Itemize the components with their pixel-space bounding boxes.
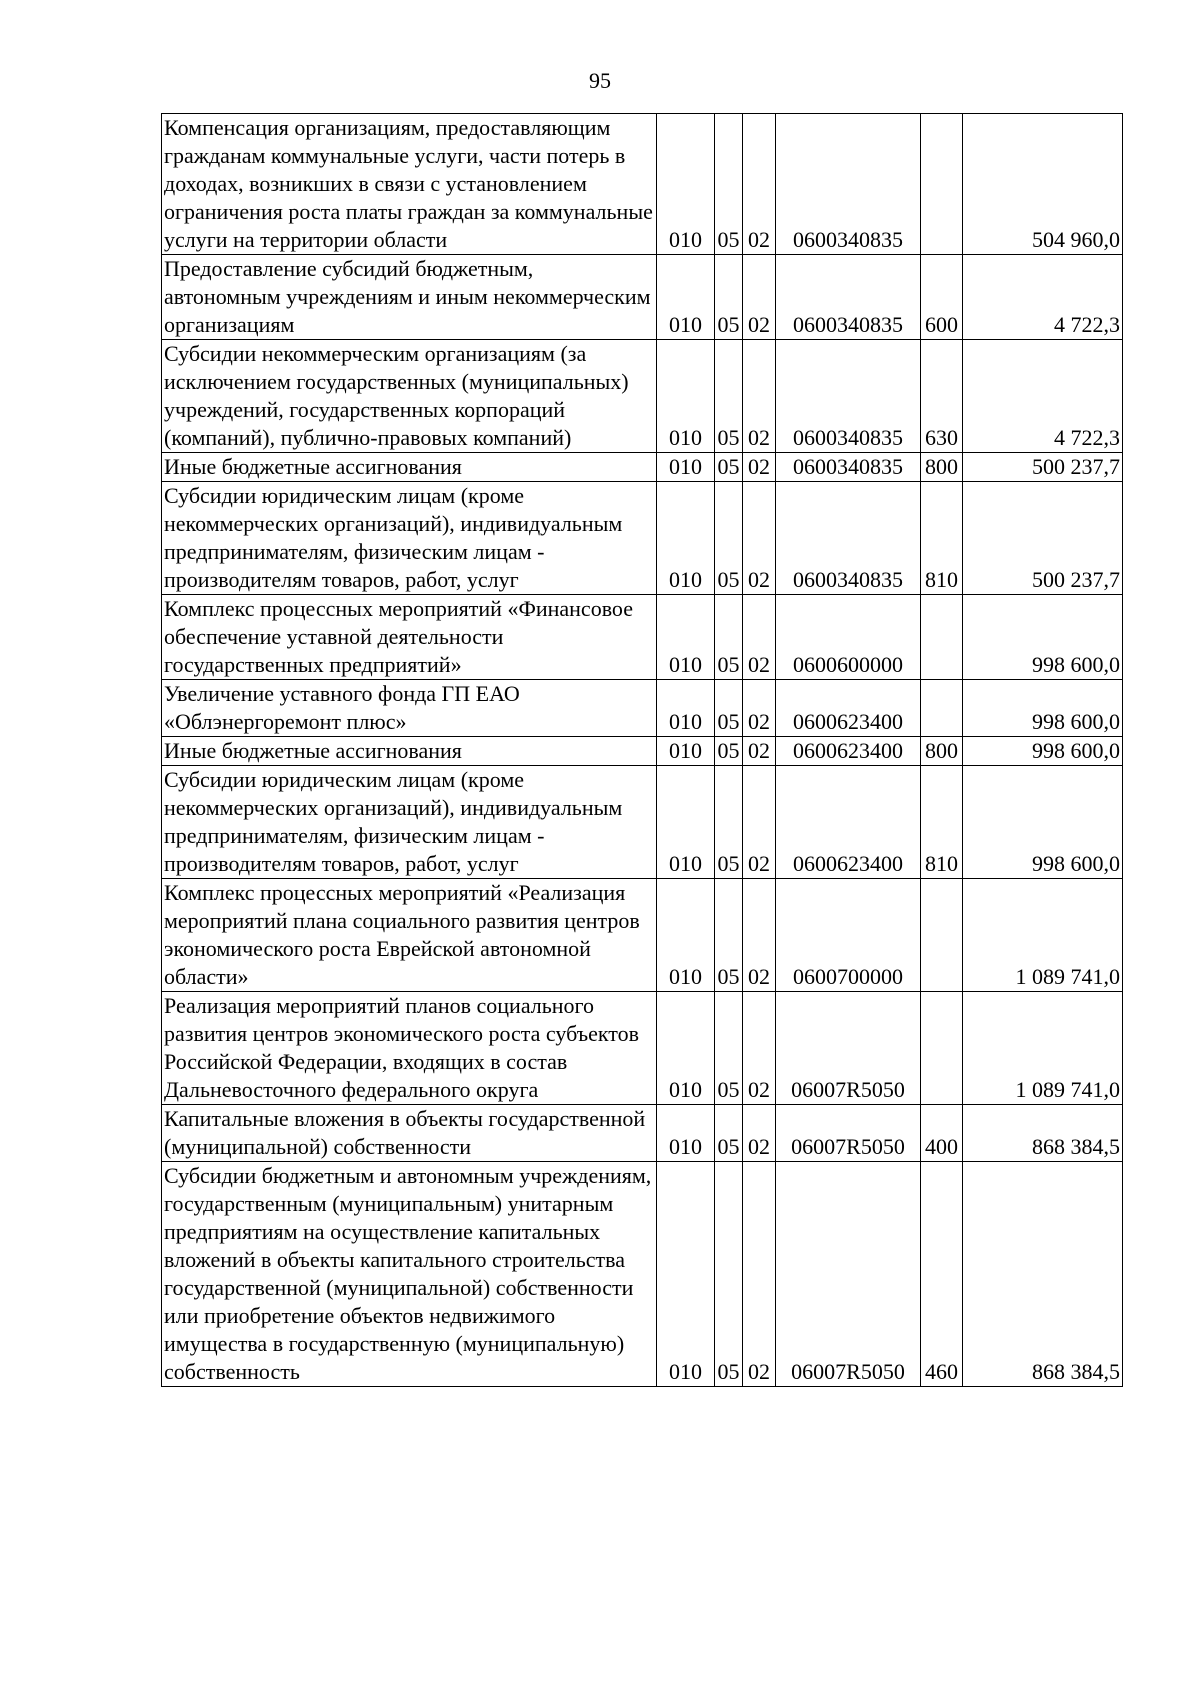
expense-name-cell: Иные бюджетные ассигнования	[162, 737, 657, 766]
expense-name-cell: Субсидии юридическим лицам (кроме некоммерческих организаций), индивидуальным предпринимателям, физическим лицам - производителям товаров, работ, услуг	[162, 482, 657, 595]
target-article-code-cell: 0600600000	[776, 595, 921, 680]
section-code-cell: 05	[715, 1105, 743, 1162]
section-code-cell: 05	[715, 595, 743, 680]
target-article-code-cell: 0600623400	[776, 680, 921, 737]
subsection-code-cell: 02	[743, 766, 776, 879]
expense-type-code-cell	[921, 680, 963, 737]
subsection-code-cell: 02	[743, 680, 776, 737]
expense-name-cell: Компенсация организациям, предоставляющим гражданам коммунальные услуги, части потерь в доходах, возникших в связи с установлением ограничения роста платы граждан за коммунальные услуги на территории области	[162, 114, 657, 255]
target-article-code-cell: 0600623400	[776, 737, 921, 766]
expense-name-cell: Предоставление субсидий бюджетным, автономным учреждениям и иным некоммерческим организациям	[162, 255, 657, 340]
expense-type-code-cell: 800	[921, 737, 963, 766]
expense-type-code-cell	[921, 595, 963, 680]
target-article-code-cell: 06007R5050	[776, 1162, 921, 1387]
expense-name-cell: Субсидии некоммерческим организациям (за исключением государственных (муниципальных) учреждений, государственных корпораций (компаний), публично-правовых компаний)	[162, 340, 657, 453]
target-article-code-cell: 06007R5050	[776, 1105, 921, 1162]
amount-cell: 4 722,3	[963, 255, 1123, 340]
subsection-code-cell: 02	[743, 737, 776, 766]
table-row	[162, 114, 1123, 255]
table-row	[162, 255, 1123, 340]
expense-type-code-cell: 630	[921, 340, 963, 453]
amount-cell: 998 600,0	[963, 766, 1123, 879]
expense-name-cell: Иные бюджетные ассигнования	[162, 453, 657, 482]
amount-cell: 4 722,3	[963, 340, 1123, 453]
table-row	[162, 1162, 1123, 1387]
amount-cell: 868 384,5	[963, 1162, 1123, 1387]
expense-name-cell: Субсидии бюджетным и автономным учреждениям, государственным (муниципальным) унитарным предприятиям на осуществление капитальных вложений в объекты капитального строительства государственной (муниципальной) собственности или приобретение объектов недвижимого имущества в государственную (муниципальную) собственность	[162, 1162, 657, 1387]
subsection-code-cell: 02	[743, 482, 776, 595]
expense-type-code-cell: 600	[921, 255, 963, 340]
expense-name-cell: Субсидии юридическим лицам (кроме некоммерческих организаций), индивидуальным предпринимателям, физическим лицам - производителям товаров, работ, услуг	[162, 766, 657, 879]
target-article-code-cell: 0600340835	[776, 482, 921, 595]
grbs-code-cell: 010	[657, 680, 715, 737]
expense-name-cell: Реализация мероприятий планов социального развития центров экономического роста субъектов Российской Федерации, входящих в состав Дальневосточного федерального округа	[162, 992, 657, 1105]
amount-cell: 500 237,7	[963, 453, 1123, 482]
section-code-cell: 05	[715, 680, 743, 737]
table-row	[162, 595, 1123, 680]
grbs-code-cell: 010	[657, 114, 715, 255]
target-article-code-cell: 0600340835	[776, 453, 921, 482]
table-row	[162, 992, 1123, 1105]
amount-cell: 998 600,0	[963, 737, 1123, 766]
amount-cell: 868 384,5	[963, 1105, 1123, 1162]
section-code-cell: 05	[715, 114, 743, 255]
target-article-code-cell: 0600700000	[776, 879, 921, 992]
table-row	[162, 482, 1123, 595]
grbs-code-cell: 010	[657, 453, 715, 482]
grbs-code-cell: 010	[657, 482, 715, 595]
target-article-code-cell: 0600340835	[776, 114, 921, 255]
target-article-code-cell: 06007R5050	[776, 992, 921, 1105]
grbs-code-cell: 010	[657, 595, 715, 680]
section-code-cell: 05	[715, 879, 743, 992]
subsection-code-cell: 02	[743, 453, 776, 482]
grbs-code-cell: 010	[657, 766, 715, 879]
subsection-code-cell: 02	[743, 992, 776, 1105]
expense-name-cell: Комплекс процессных мероприятий «Реализация мероприятий плана социального развития центров экономического роста Еврейской автономной области»	[162, 879, 657, 992]
page-number: 95	[589, 68, 611, 93]
subsection-code-cell: 02	[743, 340, 776, 453]
section-code-cell: 05	[715, 255, 743, 340]
expense-type-code-cell: 800	[921, 453, 963, 482]
table-row	[162, 340, 1123, 453]
grbs-code-cell: 010	[657, 255, 715, 340]
target-article-code-cell: 0600340835	[776, 255, 921, 340]
target-article-code-cell: 0600340835	[776, 340, 921, 453]
section-code-cell: 05	[715, 992, 743, 1105]
section-code-cell: 05	[715, 766, 743, 879]
subsection-code-cell: 02	[743, 1162, 776, 1387]
expense-name-cell: Капитальные вложения в объекты государственной (муниципальной) собственности	[162, 1105, 657, 1162]
budget-table-body	[162, 114, 1123, 1387]
amount-cell: 1 089 741,0	[963, 992, 1123, 1105]
section-code-cell: 05	[715, 482, 743, 595]
expense-name-cell: Комплекс процессных мероприятий «Финансовое обеспечение уставной деятельности государственных предприятий»	[162, 595, 657, 680]
expense-type-code-cell: 810	[921, 482, 963, 595]
section-code-cell: 05	[715, 453, 743, 482]
subsection-code-cell: 02	[743, 255, 776, 340]
expense-type-code-cell: 400	[921, 1105, 963, 1162]
table-row	[162, 680, 1123, 737]
amount-cell: 998 600,0	[963, 680, 1123, 737]
table-row	[162, 879, 1123, 992]
amount-cell: 504 960,0	[963, 114, 1123, 255]
grbs-code-cell: 010	[657, 1162, 715, 1387]
amount-cell: 500 237,7	[963, 482, 1123, 595]
expense-type-code-cell	[921, 992, 963, 1105]
amount-cell: 998 600,0	[963, 595, 1123, 680]
table-row	[162, 1105, 1123, 1162]
section-code-cell: 05	[715, 340, 743, 453]
target-article-code-cell: 0600623400	[776, 766, 921, 879]
expense-type-code-cell	[921, 114, 963, 255]
grbs-code-cell: 010	[657, 879, 715, 992]
expense-type-code-cell	[921, 879, 963, 992]
grbs-code-cell: 010	[657, 737, 715, 766]
table-row	[162, 737, 1123, 766]
table-row	[162, 453, 1123, 482]
expense-name-cell: Увеличение уставного фонда ГП ЕАО «Облэнергоремонт плюс»	[162, 680, 657, 737]
amount-cell: 1 089 741,0	[963, 879, 1123, 992]
table-row	[162, 766, 1123, 879]
grbs-code-cell: 010	[657, 340, 715, 453]
section-code-cell: 05	[715, 737, 743, 766]
budget-table	[161, 113, 1123, 1387]
subsection-code-cell: 02	[743, 114, 776, 255]
section-code-cell: 05	[715, 1162, 743, 1387]
subsection-code-cell: 02	[743, 879, 776, 992]
grbs-code-cell: 010	[657, 992, 715, 1105]
grbs-code-cell: 010	[657, 1105, 715, 1162]
subsection-code-cell: 02	[743, 1105, 776, 1162]
expense-type-code-cell: 810	[921, 766, 963, 879]
expense-type-code-cell: 460	[921, 1162, 963, 1387]
subsection-code-cell: 02	[743, 595, 776, 680]
